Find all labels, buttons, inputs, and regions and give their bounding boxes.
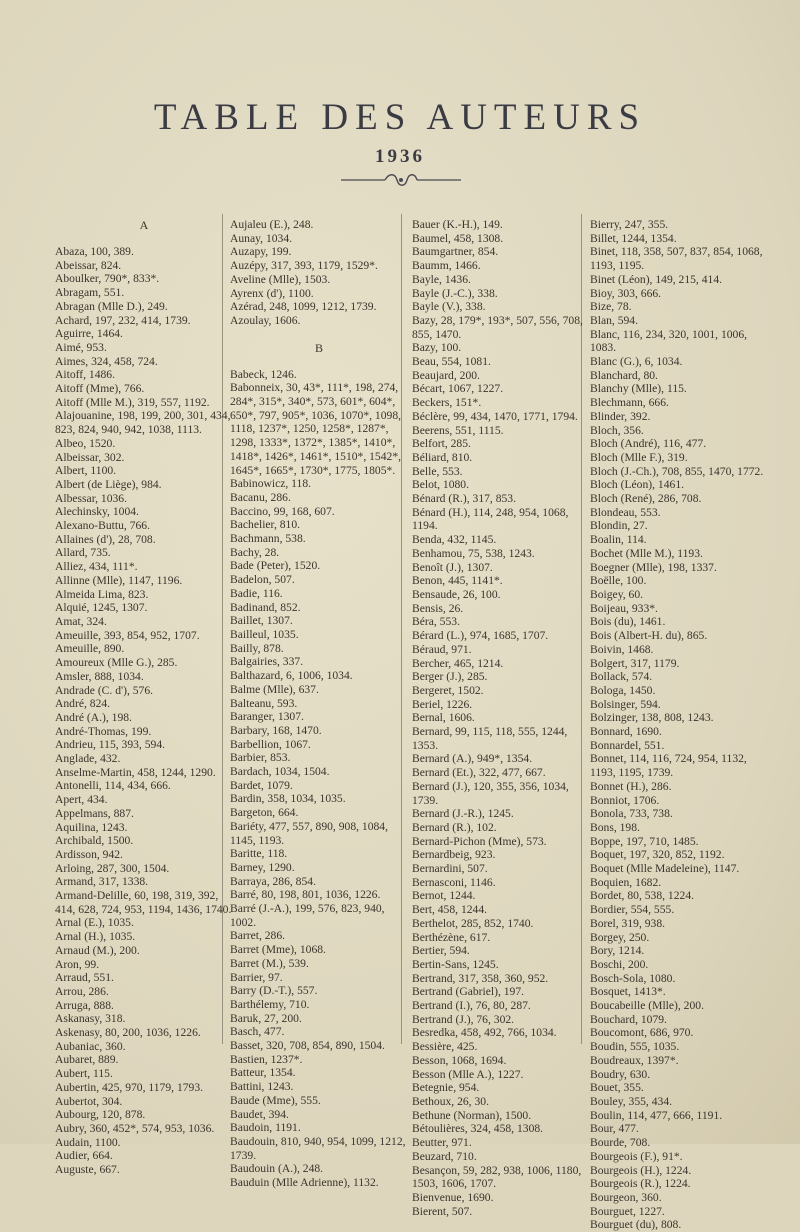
index-entry: Bour, 477. <box>590 1122 639 1136</box>
index-entry: Aubert, 115. <box>55 1067 113 1081</box>
index-entry: Baruk, 27, 200. <box>230 1011 302 1025</box>
index-entry: Bologa, 1450. <box>590 683 656 697</box>
index-entry: Audain, 1100. <box>55 1135 121 1149</box>
index-entry: Arnal (E.), 1035. <box>55 916 134 930</box>
index-entry: Barbier, 853. <box>230 751 291 765</box>
index-entry: Alexano-Buttu, 766. <box>55 519 150 533</box>
index-entry: Babonneix, 30, 43*, 111*, 198, 274, 284*, 315*, 340*, 573, 601*, 604*, 650*, 797, 905*, 1036, 1070*, 1098, 1118, 1237*, 1250, 1258*, 1287*, 1298, 1333*, 1372*, 1385*, 1410*, 1418*, 1426*, 1461*, 1510*, 1542*, 1645*, 1665*, 1730*, 1775, 1805*. <box>230 381 402 477</box>
index-entry: Achard, 197, 232, 414, 1739. <box>55 313 191 327</box>
index-entry: Boppe, 197, 710, 1485. <box>590 834 699 848</box>
index-entry: Blondin, 27. <box>590 519 648 533</box>
index-entry: Badie, 116. <box>230 586 283 600</box>
index-entry: Boquet (Mlle Madeleine), 1147. <box>590 862 740 876</box>
index-entry: Amsler, 888, 1034. <box>55 669 144 683</box>
index-entry: Bardin, 358, 1034, 1035. <box>230 792 346 806</box>
index-entry: Bachmann, 538. <box>230 532 306 546</box>
index-entry: Bourgeon, 360. <box>590 1190 662 1204</box>
index-entry: Andrieu, 115, 393, 594. <box>55 738 166 752</box>
index-entry: Beau, 554, 1081. <box>412 355 491 369</box>
index-entry: Bory, 1214. <box>590 944 645 958</box>
index-entry: Bayle (J.-C.), 338. <box>412 286 498 300</box>
index-entry: Beerens, 551, 1115. <box>412 423 504 437</box>
index-entry: Ameuille, 890. <box>55 642 125 656</box>
index-entry: Barré, 80, 198, 801, 1036, 1226. <box>230 888 381 902</box>
index-entry: Bonnardel, 551. <box>590 738 665 752</box>
index-entry: Binet, 118, 358, 507, 837, 854, 1068, 1193, 1195. <box>590 245 763 273</box>
index-entry: Aitoff, 1486. <box>55 368 116 382</box>
index-entry: Bergeret, 1502. <box>412 683 484 697</box>
index-entry: Barret (M.), 539. <box>230 956 309 970</box>
index-entry: Bois (du), 1461. <box>590 615 666 629</box>
index-entry: Arraud, 551. <box>55 971 114 985</box>
index-entry: Blan, 594. <box>590 313 638 327</box>
index-entry: Barret (Mme), 1068. <box>230 943 326 957</box>
index-entry: Bouet, 355. <box>590 1081 644 1095</box>
index-entry: Baumgartner, 854. <box>412 245 499 259</box>
index-entry: Bernard (J.-R.), 1245. <box>412 807 514 821</box>
index-entry: Beuzard, 710. <box>412 1149 477 1163</box>
index-entry: Baranger, 1307. <box>230 710 304 724</box>
index-entry: Auzapy, 199. <box>230 245 292 259</box>
index-entry: Betegnie, 954. <box>412 1081 480 1095</box>
index-entry: Bouchard, 1079. <box>590 1012 667 1026</box>
index-entry: Albessar, 1036. <box>55 491 127 505</box>
index-entry: Bernard-Pichon (Mme), 573. <box>412 834 547 848</box>
index-entry: Aitoff (Mlle M.), 319, 557, 1192. <box>55 395 210 409</box>
index-entry: Balthazard, 6, 1006, 1034. <box>230 669 353 683</box>
index-entry: Bertrand (J.), 76, 302. <box>412 1012 515 1026</box>
index-entry: Aimes, 324, 458, 724. <box>55 354 158 368</box>
index-entry: Badelon, 507. <box>230 573 295 587</box>
index-entry: Benoît (J.), 1307. <box>412 560 493 574</box>
index-entry: Aubourg, 120, 878. <box>55 1108 146 1122</box>
index-entry: Albert (de Liège), 984. <box>55 477 162 491</box>
index-entry: Bethoux, 26, 30. <box>412 1095 489 1108</box>
entry-list <box>412 218 590 1218</box>
index-entry: Bonniot, 1706. <box>590 793 660 807</box>
index-entry: Aubry, 360, 452*, 574, 953, 1036. <box>55 1122 215 1135</box>
index-entry: Auzépy, 317, 393, 1179, 1529*. <box>230 259 378 273</box>
index-entry: Belle, 553. <box>412 464 463 478</box>
index-entry: Baumm, 1466. <box>412 259 481 273</box>
index-entry: Baumel, 458, 1308. <box>412 231 504 245</box>
index-entry: Barrier, 97. <box>230 970 283 984</box>
index-entry: Blanchard, 80. <box>590 368 658 382</box>
index-entry: Bourguet (du), 808. <box>590 1218 682 1232</box>
index-entry: Alechinsky, 1004. <box>55 505 139 519</box>
index-column-2 <box>230 218 408 1190</box>
index-entry: Béliard, 810. <box>412 450 473 464</box>
index-entry: Bourgeois (F.), 91*. <box>590 1149 683 1163</box>
index-entry: Balgairies, 337. <box>230 655 304 669</box>
index-entry: Alquié, 1245, 1307. <box>55 601 148 615</box>
index-entry: Barbary, 168, 1470. <box>230 723 322 737</box>
index-entry: Bethune (Norman), 1500. <box>412 1108 532 1122</box>
index-entry: Bessière, 425. <box>412 1040 478 1054</box>
index-entry: Bourde, 708. <box>590 1136 651 1150</box>
index-entry: Barbellion, 1067. <box>230 737 311 751</box>
index-entry: Bétoulières, 324, 458, 1308. <box>412 1122 544 1136</box>
entry-list <box>55 245 233 1177</box>
index-entry: Baude (Mme), 555. <box>230 1093 321 1107</box>
index-entry: Arrou, 286. <box>55 984 109 998</box>
page-title: TABLE DES AUTEURS <box>153 97 647 138</box>
index-entry: Ayrenx (d'), 1100. <box>230 286 314 300</box>
index-entry: Bloch (André), 116, 477. <box>590 437 707 451</box>
index-entry: Apert, 434. <box>55 793 108 807</box>
index-entry: Baudouin, 810, 940, 954, 1099, 1212, 1739. <box>230 1135 406 1162</box>
index-entry: Barré (J.-A.), 199, 576, 823, 940, 1002. <box>230 902 385 929</box>
index-entry: Bloch (René), 286, 708. <box>590 492 702 506</box>
index-entry: Bienvenue, 1690. <box>412 1190 494 1204</box>
index-entry: Arruga, 888. <box>55 998 114 1012</box>
index-entry: Barry (D.-T.), 557. <box>230 984 318 998</box>
index-entry: Bauduin (Mlle Adrienne), 1132. <box>230 1176 379 1190</box>
index-entry: Aitoff (Mme), 766. <box>55 382 145 396</box>
index-entry: Beaujard, 200. <box>412 368 480 382</box>
index-entry: Archibald, 1500. <box>55 834 134 848</box>
index-entry: Belfort, 285. <box>412 437 471 451</box>
index-entry: Bercher, 465, 1214. <box>412 656 504 670</box>
index-entry: Bacanu, 286. <box>230 490 291 504</box>
index-column-4 <box>590 218 768 1232</box>
index-entry: Bosquet, 1413*. <box>590 985 666 999</box>
index-entry: Alliez, 434, 111*. <box>55 560 138 574</box>
index-entry: Bardach, 1034, 1504. <box>230 765 330 779</box>
index-entry: Arloing, 287, 300, 1504. <box>55 861 170 875</box>
index-entry: Barret, 286. <box>230 929 286 943</box>
index-entry: Ardisson, 942. <box>55 847 123 861</box>
index-entry: Bardet, 1079. <box>230 778 293 792</box>
index-entry: Bernard (R.), 102. <box>412 820 497 834</box>
index-entry: Bernard (J.), 120, 355, 356, 1034, 1739. <box>412 779 569 807</box>
section-letter: B <box>314 340 323 355</box>
index-entry: Bachy, 28. <box>230 545 280 559</box>
index-entry: Boucabeille (Mlle), 200. <box>590 999 704 1013</box>
index-entry: Appelmans, 887. <box>55 806 134 820</box>
index-entry: Amoureux (Mlle G.), 285. <box>55 656 178 670</box>
index-entry: Bolgert, 317, 1179. <box>590 656 680 670</box>
index-entry: Bernard, 99, 115, 118, 555, 1244, 1353. <box>412 725 568 752</box>
index-entry: Anglade, 432. <box>55 752 121 766</box>
index-entry: Bosch-Sola, 1080. <box>590 971 676 985</box>
index-entry: Bernasconi, 1146. <box>412 875 496 889</box>
index-entry: Bloch, 356. <box>590 423 644 437</box>
index-entry: Béraud, 971. <box>412 642 472 656</box>
index-entry: Bonnard, 1690. <box>590 725 662 739</box>
index-entry: Aboulker, 790*, 833*. <box>55 272 160 286</box>
index-entry: Bouley, 355, 434. <box>590 1095 673 1108</box>
index-entry: Beckers, 151*. <box>412 396 482 410</box>
index-entry: Amat, 324. <box>55 614 107 628</box>
index-entry: Beriel, 1226. <box>412 697 473 711</box>
index-entry: Boëlle, 100. <box>590 574 647 588</box>
index-entry: Aunay, 1034. <box>230 231 293 245</box>
index-entry: Bayle (V.), 338. <box>412 300 486 314</box>
index-entry: Boivin, 1468. <box>590 642 654 656</box>
index-entry: Boulin, 114, 477, 666, 1191. <box>590 1108 723 1122</box>
index-entry: Auguste, 667. <box>55 1163 120 1177</box>
index-entry: Bordier, 554, 555. <box>590 903 675 917</box>
index-entry: Beutter, 971. <box>412 1136 472 1150</box>
index-column-3 <box>412 218 590 1218</box>
index-entry: Bolsinger, 594. <box>590 697 661 711</box>
ornament-divider-icon <box>339 170 463 190</box>
index-entry: Aubaniac, 360. <box>55 1039 126 1053</box>
index-entry: Battini, 1243. <box>230 1080 294 1094</box>
index-entry: Boalin, 114. <box>590 533 647 547</box>
index-entry: Bert, 458, 1244. <box>412 903 488 917</box>
index-entry: Arnaud (M.), 200. <box>55 943 140 957</box>
index-entry: Albert, 1100. <box>55 464 117 478</box>
index-entry: Abragan (Mlle D.), 249. <box>55 299 168 313</box>
index-entry: Albeo, 1520. <box>55 436 116 450</box>
index-entry: Bade (Peter), 1520. <box>230 559 321 573</box>
index-entry: Béclère, 99, 434, 1470, 1771, 1794. <box>412 409 578 423</box>
index-entry: Abragam, 551. <box>55 286 125 300</box>
index-entry: Boquien, 1682. <box>590 875 662 889</box>
index-entry: Anselme-Martin, 458, 1244, 1290. <box>55 765 216 779</box>
index-entry: Bernal, 1606. <box>412 711 475 725</box>
index-entry: Bertrand, 317, 358, 360, 952. <box>412 971 549 985</box>
index-entry: André-Thomas, 199. <box>55 724 152 738</box>
index-entry: Bioy, 303, 666. <box>590 286 662 300</box>
index-entry: Berthelot, 285, 852, 1740. <box>412 916 534 930</box>
index-entry: Baudoin, 1191. <box>230 1121 301 1135</box>
index-entry: Borel, 319, 938. <box>590 916 666 930</box>
index-entry: Babinowicz, 118. <box>230 477 312 491</box>
section-letter: A <box>139 218 149 232</box>
index-entry: Binet (Léon), 149, 215, 414. <box>590 272 723 286</box>
index-entry: Bonnet (H.), 286. <box>590 779 672 793</box>
index-entry: Bérard (L.), 974, 1685, 1707. <box>412 629 549 643</box>
index-entry: Batteur, 1354. <box>230 1066 296 1080</box>
index-entry: Armand-Delille, 60, 198, 319, 392, 414, 628, 724, 953, 1194, 1436, 1740. <box>55 889 232 916</box>
index-entry: Allinne (Mlle), 1147, 1196. <box>55 573 183 587</box>
index-entry: Aubertot, 304. <box>55 1094 123 1108</box>
index-entry: Borgey, 250. <box>590 930 650 944</box>
index-entry: Baudet, 394. <box>230 1107 289 1121</box>
index-entry: Bollack, 574. <box>590 670 653 684</box>
index-entry: Bloch (Léon), 1461. <box>590 478 685 492</box>
index-entry: Boschi, 200. <box>590 957 649 971</box>
index-entry: Basch, 477. <box>230 1025 285 1039</box>
index-entry: Askenasy, 80, 200, 1036, 1226. <box>55 1026 201 1040</box>
index-entry: Blanc (G.), 6, 1034. <box>590 355 683 369</box>
index-entry: Blechmann, 666. <box>590 396 669 410</box>
index-entry: Besredka, 458, 492, 766, 1034. <box>412 1026 557 1040</box>
index-entry: Bons, 198. <box>590 820 640 834</box>
index-entry: Aquilina, 1243. <box>55 820 128 834</box>
index-entry: Bernot, 1244. <box>412 889 476 903</box>
index-entry: Boucomont, 686, 970. <box>590 1026 694 1040</box>
index-entry: Allard, 735. <box>55 546 111 560</box>
index-entry: André (A.), 198. <box>55 710 132 724</box>
index-entry: Blondeau, 553. <box>590 505 661 519</box>
index-entry: Bertin-Sans, 1245. <box>412 957 499 971</box>
entry-list <box>230 218 408 328</box>
index-entry: André, 824. <box>55 697 111 711</box>
index-entry: Béra, 553. <box>412 615 460 629</box>
index-entry: Bochet (Mlle M.), 1193. <box>590 546 703 560</box>
index-entry: Bourgeois (H.), 1224. <box>590 1163 692 1177</box>
index-entry: Boegner (Mlle), 198, 1337. <box>590 560 717 574</box>
index-entry: Bois (Albert-H. du), 865. <box>590 629 708 643</box>
index-entry: Barney, 1290. <box>230 860 295 874</box>
index-entry: Bolzinger, 138, 808, 1243. <box>590 711 714 725</box>
index-entry: Aubertin, 425, 970, 1179, 1793. <box>55 1080 204 1094</box>
index-entry: Bensis, 26. <box>412 601 464 615</box>
index-entry: Azoulay, 1606. <box>230 313 301 327</box>
index-entry: Bailly, 878. <box>230 641 284 655</box>
index-entry: Aveline (Mlle), 1503. <box>230 272 331 286</box>
index-entry: Aubaret, 889. <box>55 1053 119 1067</box>
index-entry: Baudouin (A.), 248. <box>230 1162 324 1176</box>
index-entry: Bierry, 247, 355. <box>590 218 669 231</box>
index-entry: Boudin, 555, 1035. <box>590 1040 680 1054</box>
index-entry: Balteanu, 593. <box>230 696 298 710</box>
index-entry: Bernardini, 507. <box>412 862 488 876</box>
index-entry: Blanc, 116, 234, 320, 1001, 1006, 1083. <box>590 327 748 355</box>
index-entry: Barraya, 286, 854. <box>230 874 316 888</box>
index-entry: Azérad, 248, 1099, 1212, 1739. <box>230 300 377 314</box>
index-entry: Bayle, 1436. <box>412 272 471 286</box>
index-entry: Abeissar, 824. <box>55 258 122 272</box>
index-entry: Bénard (R.), 317, 853. <box>412 492 517 506</box>
index-entry: Balme (Mlle), 637. <box>230 682 319 696</box>
index-entry: Besson (Mlle A.), 1227. <box>412 1067 524 1081</box>
index-entry: Bonnet, 114, 116, 724, 954, 1132, 1193, 1195, 1739. <box>590 752 747 780</box>
index-entry: Bloch (J.-Ch.), 708, 855, 1470, 1772. <box>590 464 764 478</box>
index-entry: Bize, 78. <box>590 300 632 314</box>
index-entry: Baccino, 99, 168, 607. <box>230 504 335 518</box>
index-entry: Bachelier, 810. <box>230 518 301 532</box>
index-entry: Andrade (C. d'), 576. <box>55 683 154 697</box>
index-entry: Berthézène, 617. <box>412 930 491 944</box>
index-entry: Bertrand (Gabriel), 197. <box>412 985 525 999</box>
index-entry: Babeck, 1246. <box>230 367 297 381</box>
index-entry: Abaza, 100, 389. <box>55 245 134 258</box>
index-entry: Billet, 1244, 1354. <box>590 231 677 245</box>
index-entry: Boijeau, 933*. <box>590 601 658 615</box>
index-entry: Baritte, 118. <box>230 847 288 861</box>
index-entry: Bloch (Mlle F.), 319. <box>590 450 688 464</box>
index-entry: Boigey, 60. <box>590 587 644 601</box>
index-entry: Albeissar, 302. <box>55 450 125 464</box>
index-entry: Belot, 1080. <box>412 478 470 492</box>
index-entry: Berger (J.), 285. <box>412 670 488 684</box>
index-entry: Antonelli, 114, 434, 666. <box>55 779 171 793</box>
index-entry: Bourguet, 1227. <box>590 1204 665 1218</box>
index-entry: Benon, 445, 1141*. <box>412 574 503 588</box>
index-entry: Bertier, 594. <box>412 944 470 958</box>
index-entry: Aron, 99. <box>55 957 100 971</box>
index-entry: Bonola, 733, 738. <box>590 807 673 821</box>
index-entry: Basset, 320, 708, 854, 890, 1504. <box>230 1039 385 1053</box>
index-entry: Bastien, 1237*. <box>230 1052 303 1066</box>
index-entry: Askanasy, 318. <box>55 1012 126 1026</box>
index-entry: Bernardbeig, 923. <box>412 848 496 862</box>
index-entry: Aujaleu (E.), 248. <box>230 218 314 231</box>
index-entry: Ameuille, 393, 854, 952, 1707. <box>55 628 200 642</box>
index-entry: Boquet, 197, 320, 852, 1192. <box>590 848 725 862</box>
page-year: 1936 <box>375 146 425 167</box>
index-entry: Boudreaux, 1397*. <box>590 1053 679 1067</box>
index-entry: Blinder, 392. <box>590 409 651 423</box>
index-entry: Bazy, 100. <box>412 341 462 355</box>
index-entry: Bordet, 80, 538, 1224. <box>590 889 695 903</box>
index-entry: Boudry, 630. <box>590 1067 651 1081</box>
index-entry: Almeida Lima, 823. <box>55 587 149 601</box>
index-entry: Bierent, 507. <box>412 1204 473 1218</box>
index-entry: Aimé, 953. <box>55 340 107 354</box>
index-entry: Alajouanine, 198, 199, 200, 301, 434, 823, 824, 940, 942, 1038, 1113. <box>55 409 231 437</box>
index-entry: Benhamou, 75, 538, 1243. <box>412 546 535 560</box>
index-entry: Besançon, 59, 282, 938, 1006, 1180, 1503, 1606, 1707. <box>412 1163 582 1191</box>
index-entry: Bargeton, 664. <box>230 806 299 820</box>
index-entry: Bazy, 28, 179*, 193*, 507, 556, 708, 855, 1470. <box>412 313 583 341</box>
index-entry: Bauer (K.-H.), 149. <box>412 218 503 231</box>
index-entry: Barthélemy, 710. <box>230 997 310 1011</box>
index-entry: Arnal (H.), 1035. <box>55 930 136 944</box>
index-entry: Audier, 664. <box>55 1149 113 1163</box>
index-column-1 <box>55 218 233 1177</box>
index-entry: Badinand, 852. <box>230 600 301 614</box>
index-entry: Allaines (d'), 28, 708. <box>55 532 156 546</box>
index-entry: Besson, 1068, 1694. <box>412 1053 507 1067</box>
index-entry: Bernard (Et.), 322, 477, 667. <box>412 766 546 780</box>
index-entry: Bailleul, 1035. <box>230 627 299 641</box>
index-entry: Armand, 317, 1338. <box>55 875 149 889</box>
index-entry: Bourgeois (R.), 1224. <box>590 1177 691 1191</box>
index-entry: Blanchy (Mlle), 115. <box>590 382 687 396</box>
index-entry: Bensaude, 26, 100. <box>412 587 501 601</box>
index-entry: Benda, 432, 1145. <box>412 533 497 547</box>
index-entry: Aguirre, 1464. <box>55 327 123 341</box>
index-entry: Bertrand (I.), 76, 80, 287. <box>412 999 531 1013</box>
index-entry: Bécart, 1067, 1227. <box>412 382 504 396</box>
index-entry: Bénard (H.), 114, 248, 954, 1068, 1194. <box>412 505 569 533</box>
index-entry: Bariéty, 477, 557, 890, 908, 1084, 1145, 1193. <box>230 819 389 847</box>
entry-list <box>230 368 408 1190</box>
entry-list <box>590 218 768 1232</box>
index-entry: Baillet, 1307. <box>230 614 293 628</box>
index-entry: Bernard (A.), 949*, 1354. <box>412 752 533 766</box>
